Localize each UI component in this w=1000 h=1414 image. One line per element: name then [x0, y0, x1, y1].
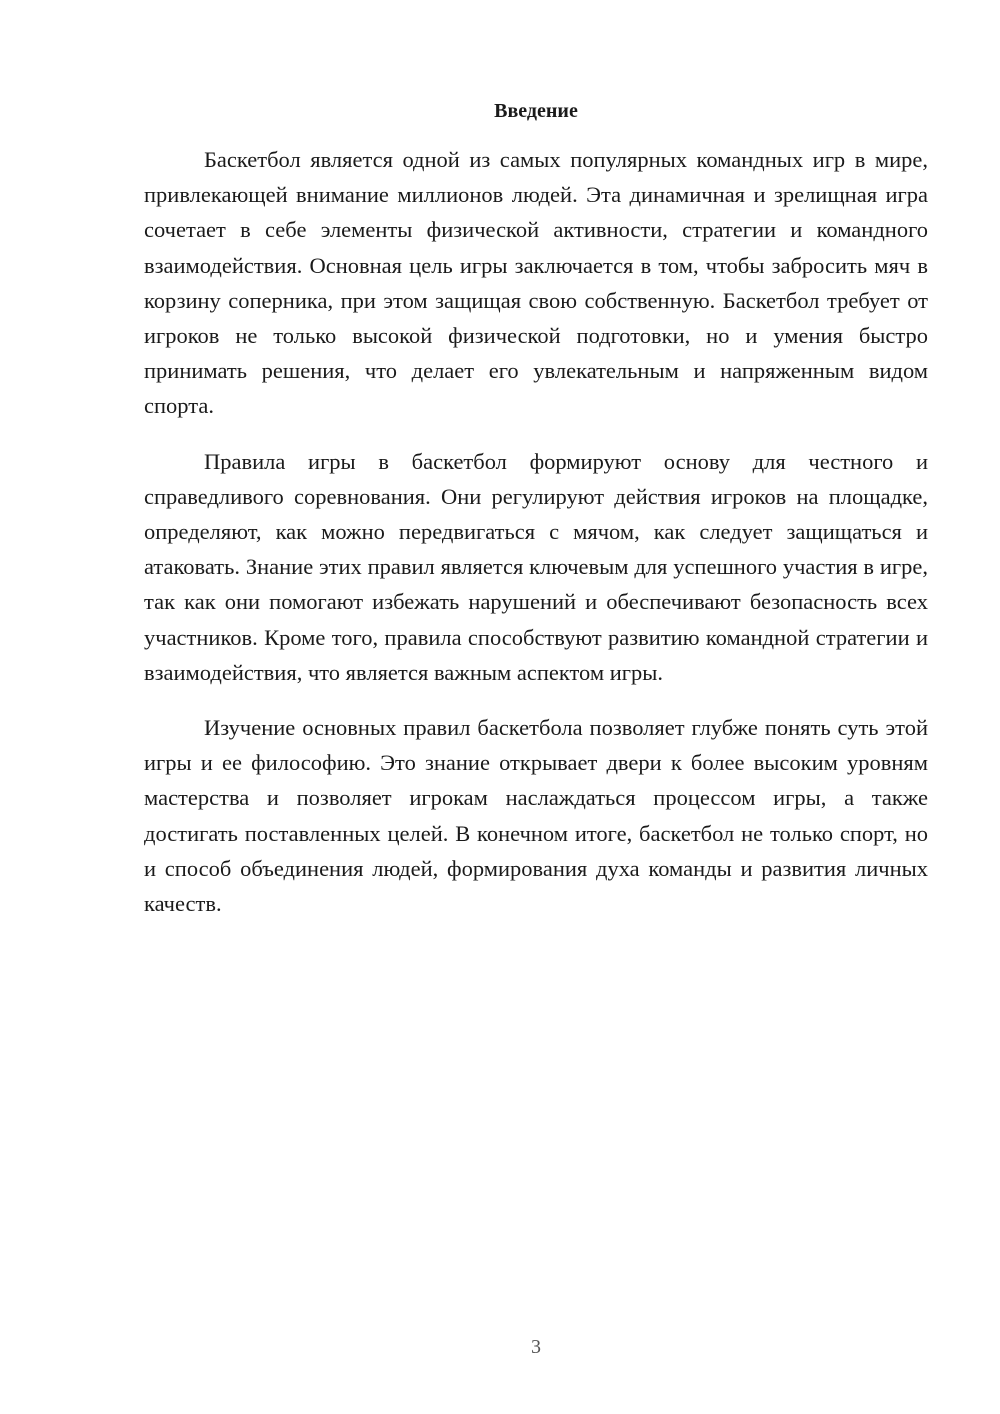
section-title: Введение: [494, 100, 578, 122]
paragraph-3: Изучение основных правил баскетбола позволяет глубже понять суть этой игры и ее философию. Это знание открывает двери к более высоким уровням мастерства и позволяет игрокам наслаждаться процессом игры, а также достигать поставленных целей. В конечном итоге, баскетбол не только спорт, но и способ объединения людей, формирования духа команды и развития личных качеств.: [144, 715, 928, 917]
paragraph-1: Баскетбол является одной из самых популярных командных игр в мире, привлекающей внимание миллионов людей. Эта динамичная и зрелищная игра сочетает в себе элементы физической активности, стратегии и командного взаимодействия. Основная цель игры заключается в том, чтобы забросить мяч в корзину соперника, при этом защищая свою собственную. Баскетбол требует от игроков не только высокой физической подготовки, но и умения быстро принимать решения, что делает его увлекательным и напряженным видом спорта.: [144, 147, 928, 419]
page-number: 3: [531, 1336, 541, 1358]
body-text: [144, 142, 928, 941]
paragraph-2: Правила игры в баскетбол формируют основу для честного и справедливого соревнования. Они регулируют действия игроков на площадке, определяют, как можно передвигаться с мячом, как следует защищаться и атаковать. Знание этих правил является ключевым для успешного участия в игре, так как они помогают избежать нарушений и обеспечивают безопасность всех участников. Кроме того, правила способствуют развитию командной стратегии и взаимодействия, что является важным аспектом игры.: [144, 448, 928, 685]
